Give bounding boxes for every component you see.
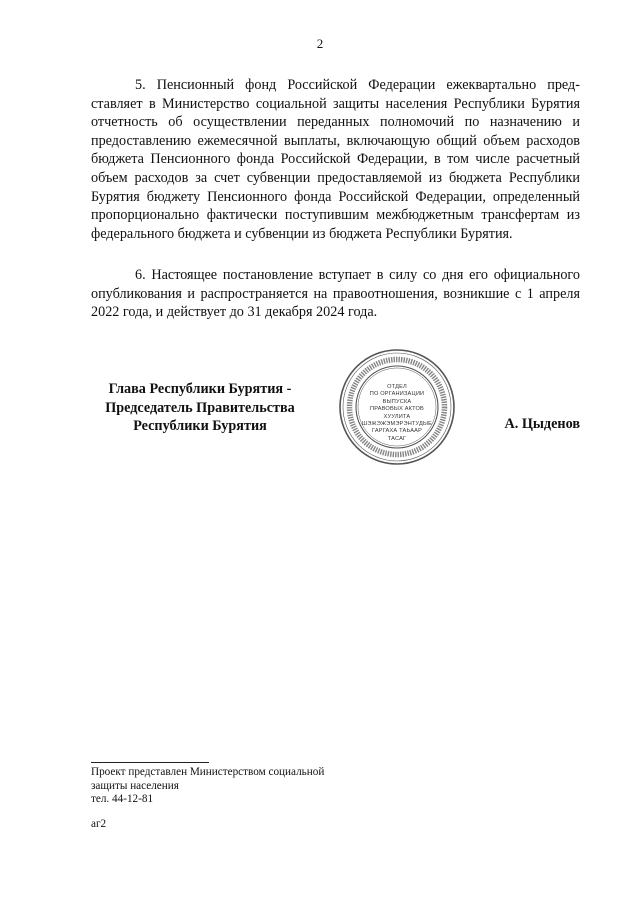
footnote — [91, 766, 391, 807]
seal-line: ХУУЛИТА — [383, 413, 411, 420]
document-code: аг2 — [91, 818, 107, 830]
signer-name: А. Цыденов — [504, 416, 580, 432]
seal-line: ТАСАГ — [387, 435, 407, 442]
footnote-line: тел. 44-12-81 — [91, 793, 154, 806]
seal-line: ОТДЕЛ — [387, 384, 407, 390]
seal-line: ГАРГАХА ТАЬААР — [371, 428, 423, 435]
paragraph-5: 5. Пенсионный фонд Российской Федерации ежеквартально представляет в Министерство социальной защиты населения Республики Бурятия отчетность об осуществлении переданных полномочий по назначению и предоставлению ежемесячной выплаты, включающую общий объем расходов бюджета Пенсионного фонда Российской Федерации, в том числе расчетный объем расходов за счет субвенции предоставляемой из бюджета Республики Бурятия бюджету Пенсионного фонда Российской Федерации, определенный пропорционально фактически поступившим межбюджетным трансфертам из федерального бюджета и субвенции из бюджета Республики Бурятия. — [91, 77, 580, 242]
seal-line: ПО ОРГАНИЗАЦИИ — [369, 391, 425, 398]
seal-line: ПРАВОВЫХ АКТОВ — [369, 406, 424, 413]
footnote-divider — [91, 762, 209, 763]
seal-inscription — [338, 384, 456, 443]
signature-position-line: Председатель Правительства — [105, 399, 295, 416]
page-number: 2 — [316, 36, 324, 51]
signature-position — [80, 380, 320, 436]
footnote-line: Проект представлен Министерством социальной — [91, 766, 325, 778]
signature-position-line: Глава Республики Бурятия - — [108, 381, 292, 397]
seal-line: ШЭЖЭЖЭМЭРЭНТУДЫЕ — [361, 421, 433, 428]
paragraph-6: 6. Настоящее постановление вступает в силу со дня его официального опубликования и распространяется на правоотношения, возникшие с 1 апреля 2022 года, и действует до 31 декабря 2024 года. — [91, 267, 580, 321]
signature-position-line: Республики Бурятия — [133, 418, 267, 435]
seal-line: ВЫПУСКА — [382, 398, 412, 405]
footnote-line: защиты населения — [91, 779, 179, 792]
